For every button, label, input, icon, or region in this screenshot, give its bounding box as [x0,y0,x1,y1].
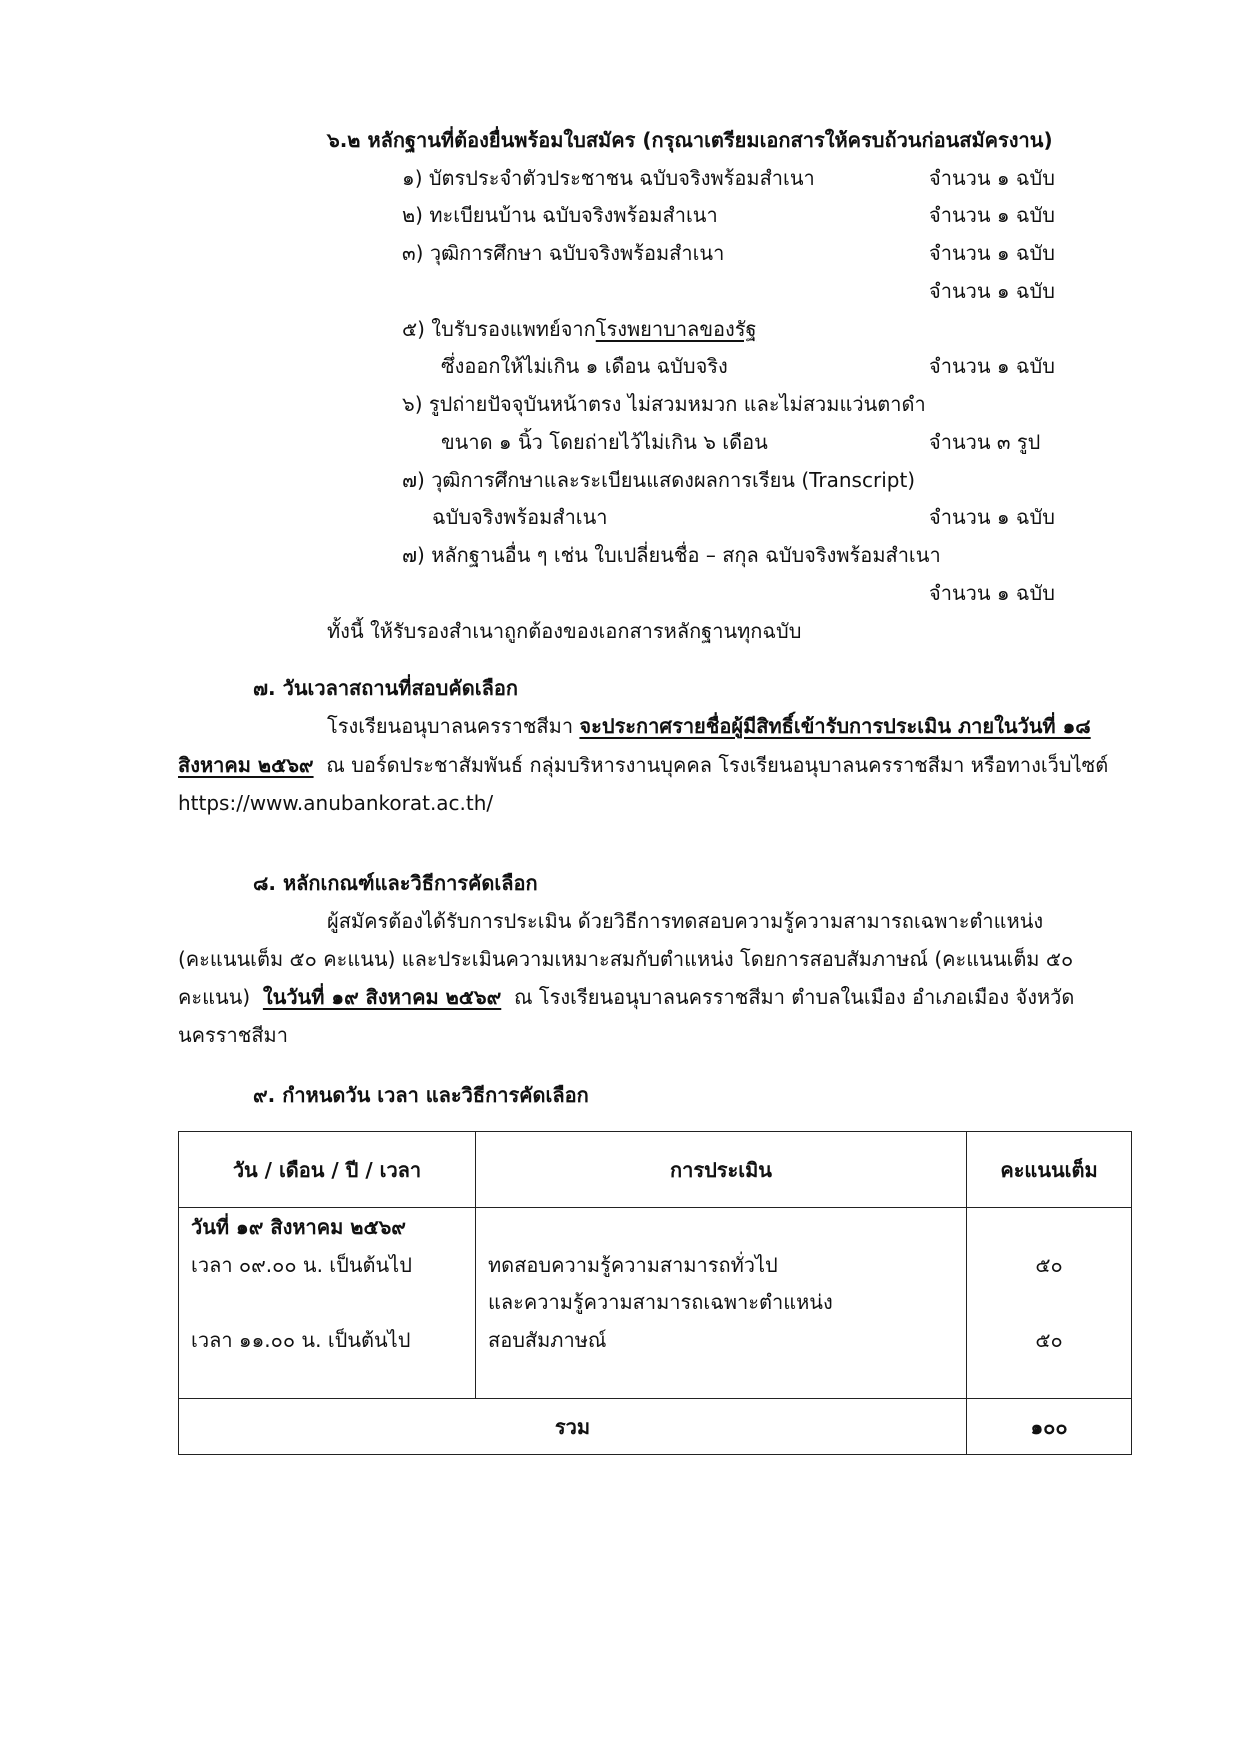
document-item-7a-line2: ฉบับจริงพร้อมสำเนา [432,505,608,529]
section-7-announcement: จะประกาศรายชื่อผู้มีสิทธิ์เข้ารับการประเมิน ภายในวันที่ ๑๘ [579,714,1091,738]
document-item-5-amount: จำนวน ๑ ฉบับ [929,354,1055,378]
exam-date: วันที่ ๑๙ สิงหาคม ๒๕๖๙ [191,1215,406,1239]
table-cell-assessment [476,1208,967,1399]
table-header-row [179,1132,1132,1208]
document-item-7b-amount: จำนวน ๑ ฉบับ [929,581,1055,605]
section-8-line1: ผู้สมัครต้องได้รับการประเมิน ด้วยวิธีการทดสอบความรู้ความสามารถเฉพาะตำแหน่ง [327,909,1044,933]
table-header-date: วัน / เดือน / ปี / เวลา [179,1132,476,1208]
total-score: ๑๐๐ [1030,1415,1068,1439]
assessment-1-line2: และความรู้ความสามารถเฉพาะตำแหน่ง [488,1290,833,1314]
table-total-score-cell [967,1399,1132,1455]
table-total-row [179,1399,1132,1455]
table-header-assessment: การประเมิน [476,1132,967,1208]
table-cell-score [967,1208,1132,1399]
section-7-location: ณ บอร์ดประชาสัมพันธ์ กลุ่มบริหารงานบุคคล โรงเรียนอนุบาลนครราชสีมา หรือทางเว็บไซต์ [326,753,1109,777]
section-6-2-heading: ๖.๒ หลักฐานที่ต้องยื่นพร้อมใบสมัคร (กรุณาเตรียมเอกสารให้ครบถ้วนก่อนสมัครงาน) [327,128,1053,152]
section-7-heading: ๗. วันเวลาสถานที่สอบคัดเลือก [253,676,518,700]
document-item-2-amount: จำนวน ๑ ฉบับ [929,203,1055,227]
document-item-7a-line1: ๗) วุฒิการศึกษาและระเบียนแสดงผลการเรียน (Transcript) [402,468,916,492]
table-header-score: คะแนนเต็ม [967,1132,1132,1208]
section-7-date: สิงหาคม ๒๕๖๙ [178,753,314,777]
section-8-line3-prefix: คะแนน) [178,985,251,1009]
table-cell-date-time [179,1208,476,1399]
document-item-1-amount: จำนวน ๑ ฉบับ [929,166,1055,190]
assessment-1-line1: ทดสอบความรู้ความสามารถทั่วไป [488,1253,778,1277]
document-item-3-label: ๓) วุฒิการศึกษา ฉบับจริงพร้อมสำเนา [402,241,725,265]
section-7-line1 [327,716,1091,736]
table-total-label-cell [179,1399,967,1455]
section-6-2-note: ทั้งนี้ ให้รับรองสำเนาถูกต้องของเอกสารหลักฐานทุกฉบับ [327,619,802,643]
document-item-2-label: ๒) ทะเบียนบ้าน ฉบับจริงพร้อมสำเนา [402,203,718,227]
total-label: รวม [554,1415,591,1439]
exam-time-2: เวลา ๑๑.๐๐ น. เป็นต้นไป [191,1328,411,1352]
item-5-prefix: ๕) ใบรับรองแพทย์จาก [402,317,596,341]
section-7-prefix: โรงเรียนอนุบาลนครราชสีมา [327,714,574,738]
item-5-underlined: โรงพยาบาลของรัฐ [595,317,757,341]
section-8-date: ในวันที่ ๑๙ สิงหาคม ๒๕๖๙ [262,985,502,1009]
document-item-5-label [402,319,757,339]
document-item-6-line1: ๖) รูปถ่ายปัจจุบันหน้าตรง ไม่สวมหมวก และไม่สวมแว่นตาดำ [402,392,926,416]
section-8-line4: นครราชสีมา [178,1023,288,1047]
table-row [179,1208,1132,1399]
score-2: ๕๐ [1035,1328,1063,1352]
schedule-table [178,1131,1132,1455]
section-8-location: ณ โรงเรียนอนุบาลนครราชสีมา ตำบลในเมือง อำเภอเมือง จังหวัด [513,985,1075,1009]
document-item-7a-amount: จำนวน ๑ ฉบับ [929,505,1055,529]
section-8-line3 [178,987,1074,1007]
document-item-7b-line1: ๗) หลักฐานอื่น ๆ เช่น ใบเปลี่ยนชื่อ – สกุล ฉบับจริงพร้อมสำเนา [402,543,941,567]
document-item-5-line2: ซึ่งออกให้ไม่เกิน ๑ เดือน ฉบับจริง [441,354,728,378]
section-7-url: https://www.anubankorat.ac.th/ [178,791,494,815]
document-item-6-line2: ขนาด ๑ นิ้ว โดยถ่ายไว้ไม่เกิน ๖ เดือน [441,430,768,454]
section-8-line2: (คะแนนเต็ม ๕๐ คะแนน) และประเมินความเหมาะสมกับตำแหน่ง โดยการสอบสัมภาษณ์ (คะแนนเต็ม ๕๐ [178,947,1074,971]
exam-time-1: เวลา ๐๙.๐๐ น. เป็นต้นไป [191,1253,412,1277]
section-7-line2 [178,755,1108,775]
document-item-4-amount: จำนวน ๑ ฉบับ [929,279,1055,303]
section-9-heading: ๙. กำหนดวัน เวลา และวิธีการคัดเลือก [253,1083,589,1107]
assessment-2: สอบสัมภาษณ์ [488,1328,607,1352]
section-8-heading: ๘. หลักเกณฑ์และวิธีการคัดเลือก [253,871,538,895]
document-item-6-amount: จำนวน ๓ รูป [929,430,1041,454]
score-1: ๕๐ [1035,1253,1063,1277]
document-item-1-label: ๑) บัตรประจำตัวประชาชน ฉบับจริงพร้อมสำเนา [402,166,815,190]
document-item-3-amount: จำนวน ๑ ฉบับ [929,241,1055,265]
